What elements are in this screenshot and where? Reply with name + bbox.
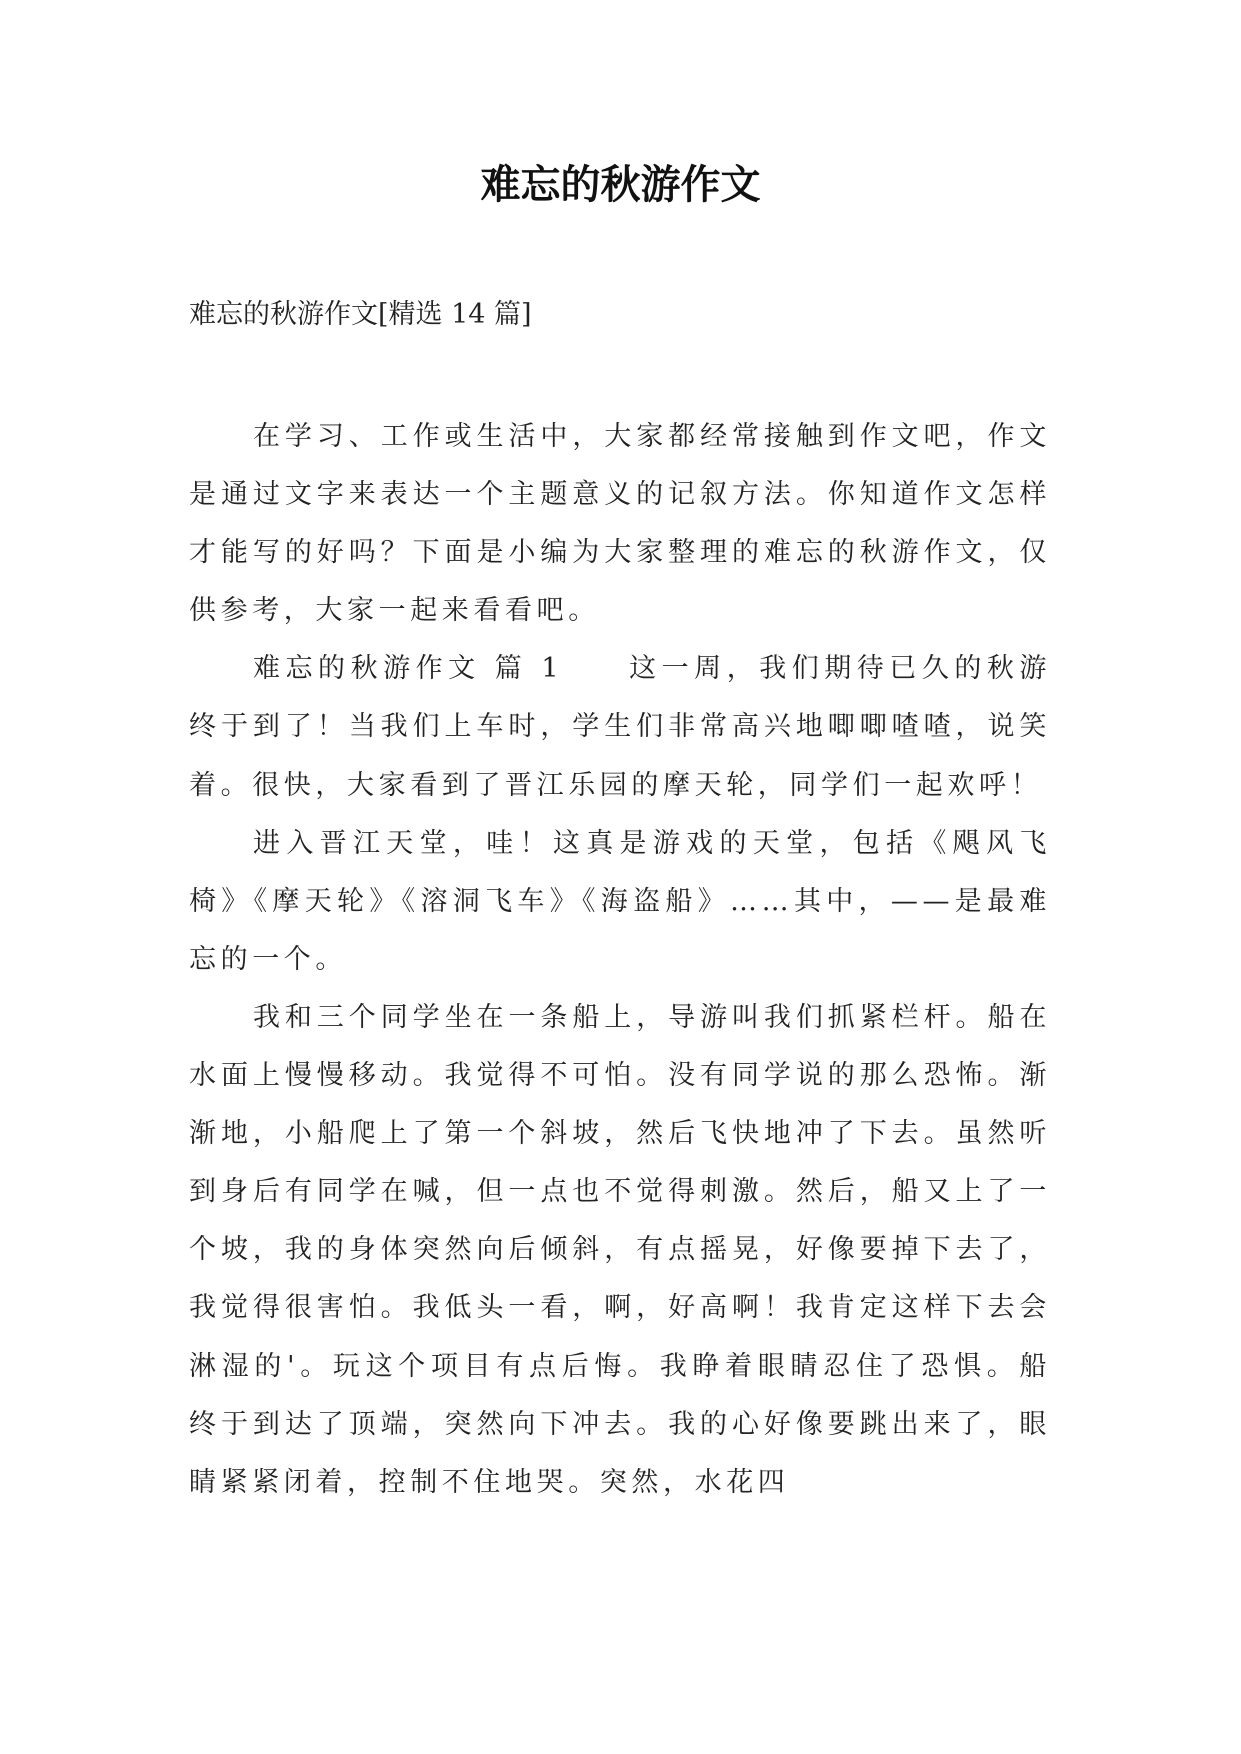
document-title: 难忘的秋游作文 [480, 161, 761, 208]
document-subtitle: 难忘的秋游作文[精选 14 篇] [189, 299, 532, 330]
body-paragraph: 我和三个同学坐在一条船上，导游叫我们抓紧栏杆。船在水面上慢慢移动。我觉得不可怕。没有同学说的那么恐怖。渐渐地，小船爬上了第一个斜坡，然后飞快地冲了下去。虽然听到身后有同学在喊，但一点也不觉得刺激。然后，船又上了一个坡，我的身体突然向后倾斜，有点摇晃，好像要掉下去了，我觉得很害怕。我低头一看，啊，好高啊！我肯定这样下去会淋湿的'。玩这个项目有点后悔。我睁着眼睛忍住了恐惧。船终于到达了顶端，突然向下冲去。我的心好像要跳出来了，眼睛紧紧闭着，控制不住地哭。突然，水花四 [189, 1001, 1051, 1498]
body-paragraph: 难忘的秋游作文 篇 1 这一周，我们期待已久的秋游终于到了！当我们上车时，学生们非常高兴地唧唧喳喳，说笑着。很快，大家看到了晋江乐园的摩天轮，同学们一起欢呼！ [189, 653, 1051, 801]
body-paragraph: 进入晋江天堂，哇！这真是游戏的天堂，包括《飓风飞椅》《摩天轮》《溶洞飞车》《海盗船》……其中，——是最难忘的一个。 [189, 827, 1051, 975]
document-body [189, 408, 1051, 1512]
body-paragraph: 在学习、工作或生活中，大家都经常接触到作文吧，作文是通过文字来表达一个主题意义的记叙方法。你知道作文怎样才能写的好吗？下面是小编为大家整理的难忘的秋游作文，仅供参考，大家一起来看看吧。 [189, 421, 1051, 627]
